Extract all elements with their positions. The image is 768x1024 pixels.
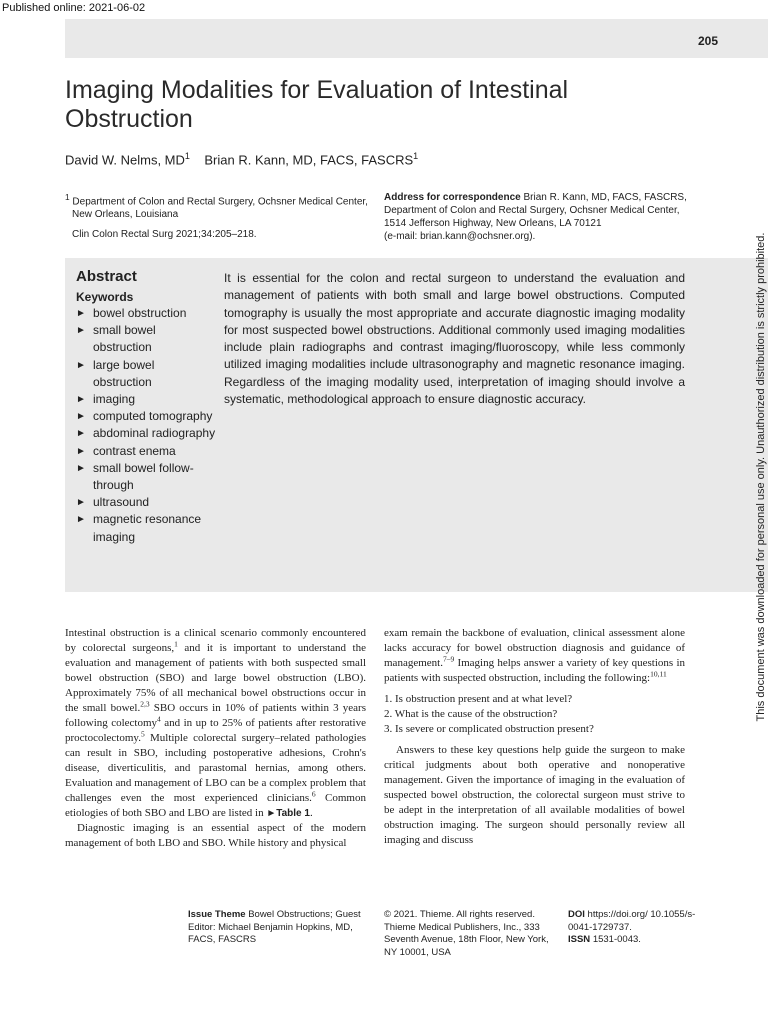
correspondence-label: Address for correspondence <box>384 192 521 203</box>
journal-reference: Clin Colon Rectal Surg 2021;34:205–218. <box>72 229 257 240</box>
keyword-text: contrast enema <box>93 443 176 458</box>
correspondence-email: (e-mail: brian.kann@ochsner.org). <box>384 231 536 242</box>
correspondence-line: Department of Colon and Rectal Surgery, Ochsner Medical Center, <box>384 205 680 216</box>
keyword-item <box>76 305 216 322</box>
keyword-item <box>76 460 216 494</box>
keywords-list <box>76 305 216 546</box>
affiliation-line: New Orleans, Louisiana <box>72 209 179 221</box>
issn-label: ISSN <box>568 934 591 945</box>
keyword-text: imaging <box>93 392 136 407</box>
keyword-text: small bowel obstruction <box>93 323 156 355</box>
article-title: Imaging Modalities for Evaluation of Intestinal Obstruction <box>65 76 569 133</box>
keyword-item <box>76 443 216 460</box>
footer-doi <box>568 909 703 947</box>
keyword-text: computed tomography <box>93 409 213 424</box>
keyword-text: abdominal radiography <box>93 426 216 441</box>
affiliation <box>65 191 375 221</box>
keyword-item <box>76 425 216 442</box>
published-date: Published online: 2021-06-02 <box>0 0 170 19</box>
question-item: 3. Is severe or complicated obstruction present? <box>384 723 594 735</box>
correspondence <box>384 191 704 243</box>
arrow-icon: ► <box>76 445 86 457</box>
body-column-left <box>65 626 366 851</box>
footer-issue-theme <box>188 909 368 947</box>
body-paragraph: Diagnostic imaging is an essential aspect of the modern management of both LBO and SBO. While history and physical <box>65 822 366 849</box>
arrow-icon: ► <box>76 428 86 440</box>
header-band <box>65 19 768 58</box>
question-item: 2. What is the cause of the obstruction? <box>384 708 558 720</box>
keyword-text: magnetic resonance imaging <box>93 512 202 544</box>
arrow-icon: ► <box>76 308 86 319</box>
affiliation-sup: 1 <box>65 192 70 202</box>
keyword-item <box>76 391 216 408</box>
arrow-icon: ► <box>76 411 86 423</box>
author-list <box>65 151 418 167</box>
keyword-text: bowel obstruction <box>93 306 187 320</box>
issue-text: Bowel Obstructions; Guest Editor: Michael Benjamin Hopkins, MD, FACS, FASCRS <box>188 909 361 945</box>
body-paragraph: Intestinal obstruction is a clinical scenario commonly encountered by colorectal surgeons,$^1$ and it is important to understand the evaluation and management of patients with both suspected small bowel obstruction (SBO) and large bowel obstruction (LBO). Approximately 75% of all mechanical bowel obstructions occur in the small bowel.$^{2,3}$ SBO occurs in 10% of patients within 3 years following colectomy$^4$ and in up to 25% of patients after restorative proctocolectomy.$^5$ Multiple colorectal surgery–related pathologies can result in SBO, including postoperative adhesions, Crohn's disease, diverticulitis, and parastomal hernias, among others. Evaluation and management of LBO can be a complex problem that challenges even the most experienced clinicians.$^6$ Common etiologies of both SBO and LBO are listed in ►Table 1. <box>65 627 366 819</box>
doi-link[interactable]: https://doi.org/ 10.1055/s-0041-1729737. <box>568 909 696 933</box>
body-column-right <box>384 626 685 848</box>
author-name: Brian R. Kann, MD, FACS, FASCRS <box>204 152 414 168</box>
keyword-item <box>76 494 216 511</box>
keyword-text: ultrasound <box>93 495 150 510</box>
correspondence-line: Brian R. Kann, MD, FACS, FASCRS, <box>523 192 687 203</box>
table-reference-link[interactable]: ►Table 1 <box>266 808 310 819</box>
author-affil-sup: 1 <box>184 151 190 161</box>
correspondence-line: 1514 Jefferson Highway, New Orleans, LA 70121 <box>384 218 602 229</box>
abstract-heading: Abstract <box>76 268 137 285</box>
body-paragraph: exam remain the backbone of evaluation, clinical assessment alone lacks accuracy for bowel obstruction diagnosis and guidance of management.$^{7-9}$ Imaging helps answer a variety of key questions in patients with suspected obstruction, including the following:$^{10,11}$ <box>384 627 685 684</box>
keyword-text: small bowel follow-through <box>93 460 194 493</box>
keyword-item <box>76 357 216 391</box>
arrow-icon: ► <box>76 497 86 509</box>
arrow-icon: ► <box>76 359 86 371</box>
keyword-item <box>76 322 216 356</box>
question-item: 1. Is obstruction present and at what level? <box>384 693 573 705</box>
author-affil-sup: 1 <box>413 151 419 161</box>
keywords-heading: Keywords <box>76 290 134 304</box>
arrow-icon: ► <box>76 394 86 406</box>
page-number: 205 <box>697 34 718 48</box>
affiliation-line: Department of Colon and Rectal Surgery, Ochsner Medical Center, <box>72 196 368 208</box>
issue-label: Issue Theme <box>188 909 246 920</box>
body-paragraph: Answers to these key questions help guide the surgeon to make critical judgments about both operative and nonoperative management. Given the importance of imaging in the evaluation of suspected bowel obstruction, the colorectal surgeon must strive to be adept in the interpretation of all available modalities of bowel obstruction imaging. The surgeon should personally review all imaging and discuss <box>384 744 685 846</box>
arrow-icon: ► <box>76 514 86 526</box>
question-list <box>384 692 685 737</box>
keyword-item <box>76 408 216 425</box>
keyword-item <box>76 511 216 545</box>
doi-label: DOI <box>568 909 585 920</box>
author-name: David W. Nelms, MD <box>65 152 185 168</box>
keyword-text: large bowel obstruction <box>93 357 155 389</box>
issn-value: 1531-0043. <box>592 934 641 945</box>
arrow-icon: ► <box>76 462 86 474</box>
arrow-icon: ► <box>76 325 86 337</box>
side-notice-text: This document was downloaded for personal use only. Unauthorized distribution is strictly prohibited. <box>755 232 767 722</box>
footer-copyright: © 2021. Thieme. All rights reserved. Thieme Medical Publishers, Inc., 333 Seventh Avenue, 18th Floor, New York, NY 10001, USA <box>384 909 549 958</box>
abstract-text: It is essential for the colon and rectal surgeon to understand the evaluation and management of patients with both small and large bowel obstructions. Computed tomography is usually the most appropriate and accurate diagnostic imaging modality for most suspected bowel obstructions. Additional commonly used imaging modalities include plain radiographs and contrast imaging/fluoroscopy, while less commonly utilized imaging modalities include ultrasonography and magnetic resonance imaging. Regardless of the imaging modality used, interpretation of imaging should involve a systematic, methodological approach to ensure diagnostic accuracy. <box>224 271 685 407</box>
